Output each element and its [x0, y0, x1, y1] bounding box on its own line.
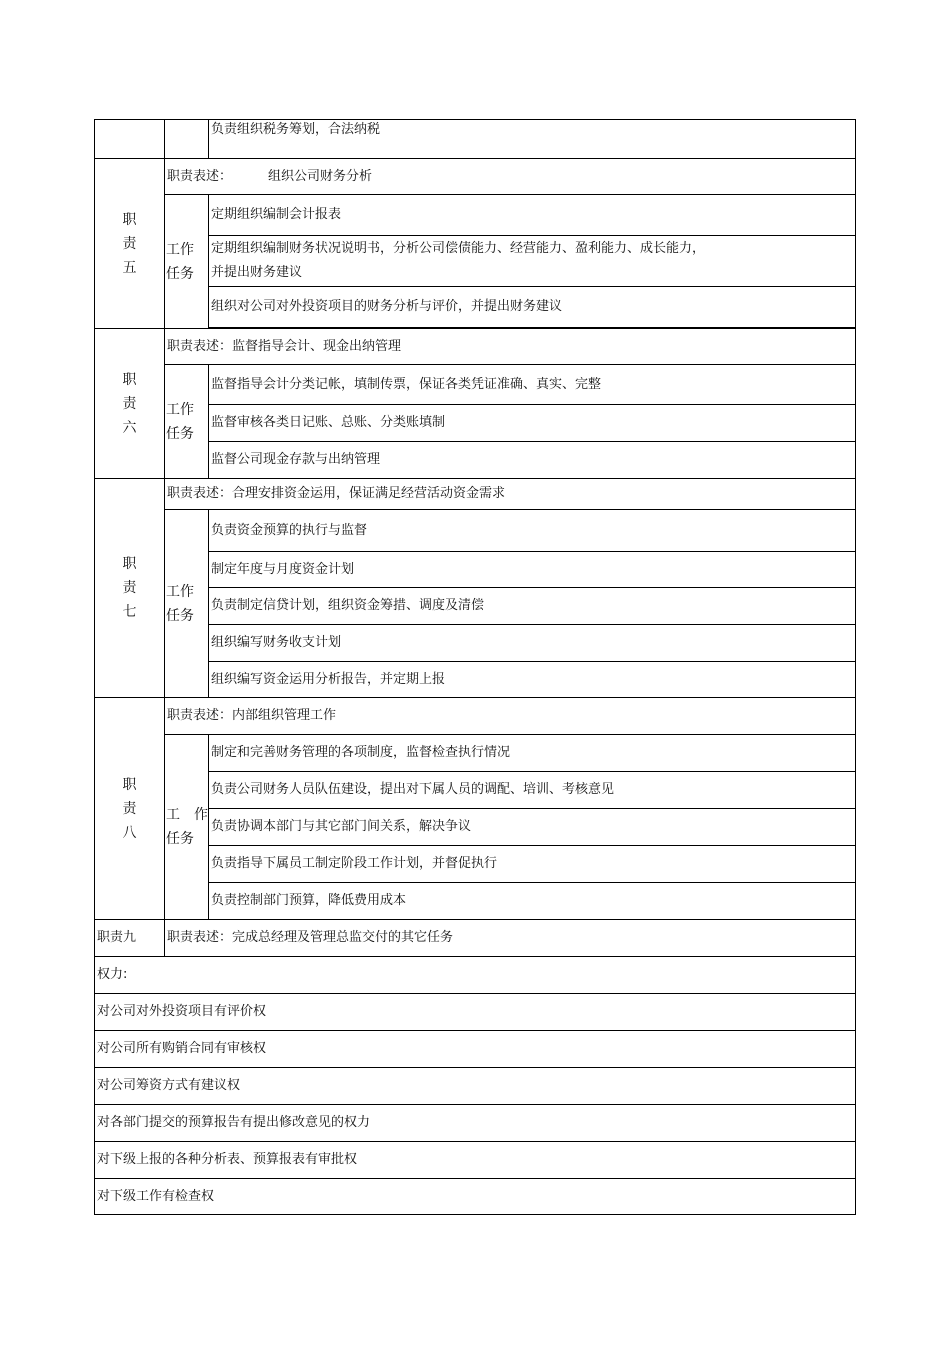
task-text: 负责制定信贷计划，组织资金筹措、调度及清偿 — [209, 588, 856, 625]
table-row — [95, 1142, 856, 1179]
duty-8-description: 职责表述：内部组织管理工作 — [165, 698, 856, 735]
task-text: 定期组织编制财务状况说明书，分析公司偿债能力、经营能力、盈利能力、成长能力， 并提出财务建议 — [209, 236, 856, 287]
table-row — [95, 365, 856, 405]
duty-5-description: 职责表述： 组织公司财务分析 — [165, 159, 856, 195]
task-text: 监督公司现金存款与出纳管理 — [209, 442, 856, 479]
task-text: 负责协调本部门与其它部门间关系，解决争议 — [209, 809, 856, 846]
table-row — [95, 1105, 856, 1142]
empty-cell — [165, 120, 209, 159]
task-label: 工作 任务 — [165, 365, 209, 479]
task-text: 组织编写财务收支计划 — [209, 625, 856, 662]
authority-item: 对公司所有购销合同有审核权 — [95, 1031, 856, 1068]
table-row — [95, 552, 856, 588]
table-row — [95, 510, 856, 552]
task-text: 组织编写资金运用分析报告，并定期上报 — [209, 662, 856, 698]
task-text: 负责资金预算的执行与监督 — [209, 510, 856, 552]
table-row — [95, 809, 856, 846]
duty-7-description: 职责表述：合理安排资金运用，保证满足经营活动资金需求 — [165, 479, 856, 510]
table-row — [95, 329, 856, 365]
table-row — [95, 625, 856, 662]
duty-5-label: 职 责 五 — [95, 159, 165, 329]
task-text: 负责组织税务筹划，合法纳税 — [209, 120, 856, 159]
table-row — [95, 405, 856, 442]
duty-9-label: 职责九 — [95, 920, 165, 957]
authority-item: 对下级工作有检查权 — [95, 1179, 856, 1215]
duty-7-label: 职 责 七 — [95, 479, 165, 698]
table-row — [95, 883, 856, 920]
task-text: 负责公司财务人员队伍建设，提出对下属人员的调配、培训、考核意见 — [209, 772, 856, 809]
task-text: 监督审核各类日记账、总账、分类账填制 — [209, 405, 856, 442]
table-row — [95, 120, 856, 159]
task-text: 组织对公司对外投资项目的财务分析与评价，并提出财务建议 — [209, 287, 856, 328]
table-row — [95, 1068, 856, 1105]
duty-6-label: 职 责 六 — [95, 329, 165, 479]
task-text: 定期组织编制会计报表 — [209, 195, 856, 236]
task-label: 工作 任务 — [165, 195, 209, 329]
duty-9-description: 职责表述：完成总经理及管理总监交付的其它任务 — [165, 920, 856, 957]
duty-8-label: 职 责 八 — [95, 698, 165, 920]
table-row — [95, 735, 856, 772]
table-row — [95, 195, 856, 236]
table-row — [95, 846, 856, 883]
table-row — [95, 920, 856, 957]
task-label: 工作 任务 — [165, 510, 209, 698]
table-row — [95, 994, 856, 1031]
table-row — [95, 287, 856, 328]
authority-item: 对下级上报的各种分析表、预算报表有审批权 — [95, 1142, 856, 1179]
task-text: 监督指导会计分类记帐，填制传票，保证各类凭证准确、真实、完整 — [209, 365, 856, 405]
task-label: 工 作 任务 — [165, 735, 209, 920]
table-row — [95, 1031, 856, 1068]
table-row — [95, 588, 856, 625]
table-row — [95, 957, 856, 994]
duty-6-description: 职责表述：监督指导会计、现金出纳管理 — [165, 329, 856, 365]
empty-cell — [95, 120, 165, 159]
table-row — [95, 662, 856, 698]
task-text: 负责控制部门预算，降低费用成本 — [209, 883, 856, 920]
table-row — [95, 442, 856, 479]
task-text: 负责指导下属员工制定阶段工作计划，并督促执行 — [209, 846, 856, 883]
authority-item: 对各部门提交的预算报告有提出修改意见的权力 — [95, 1105, 856, 1142]
authority-title: 权力: — [95, 957, 856, 994]
job-description-table — [94, 119, 856, 1215]
table-row — [95, 698, 856, 735]
task-text: 制定和完善财务管理的各项制度，监督检查执行情况 — [209, 735, 856, 772]
table-row — [95, 1179, 856, 1215]
table-row — [95, 772, 856, 809]
table-row — [95, 236, 856, 287]
authority-item: 对公司对外投资项目有评价权 — [95, 994, 856, 1031]
table-row — [95, 159, 856, 195]
task-text: 制定年度与月度资金计划 — [209, 552, 856, 588]
table-row — [95, 479, 856, 510]
authority-item: 对公司筹资方式有建议权 — [95, 1068, 856, 1105]
